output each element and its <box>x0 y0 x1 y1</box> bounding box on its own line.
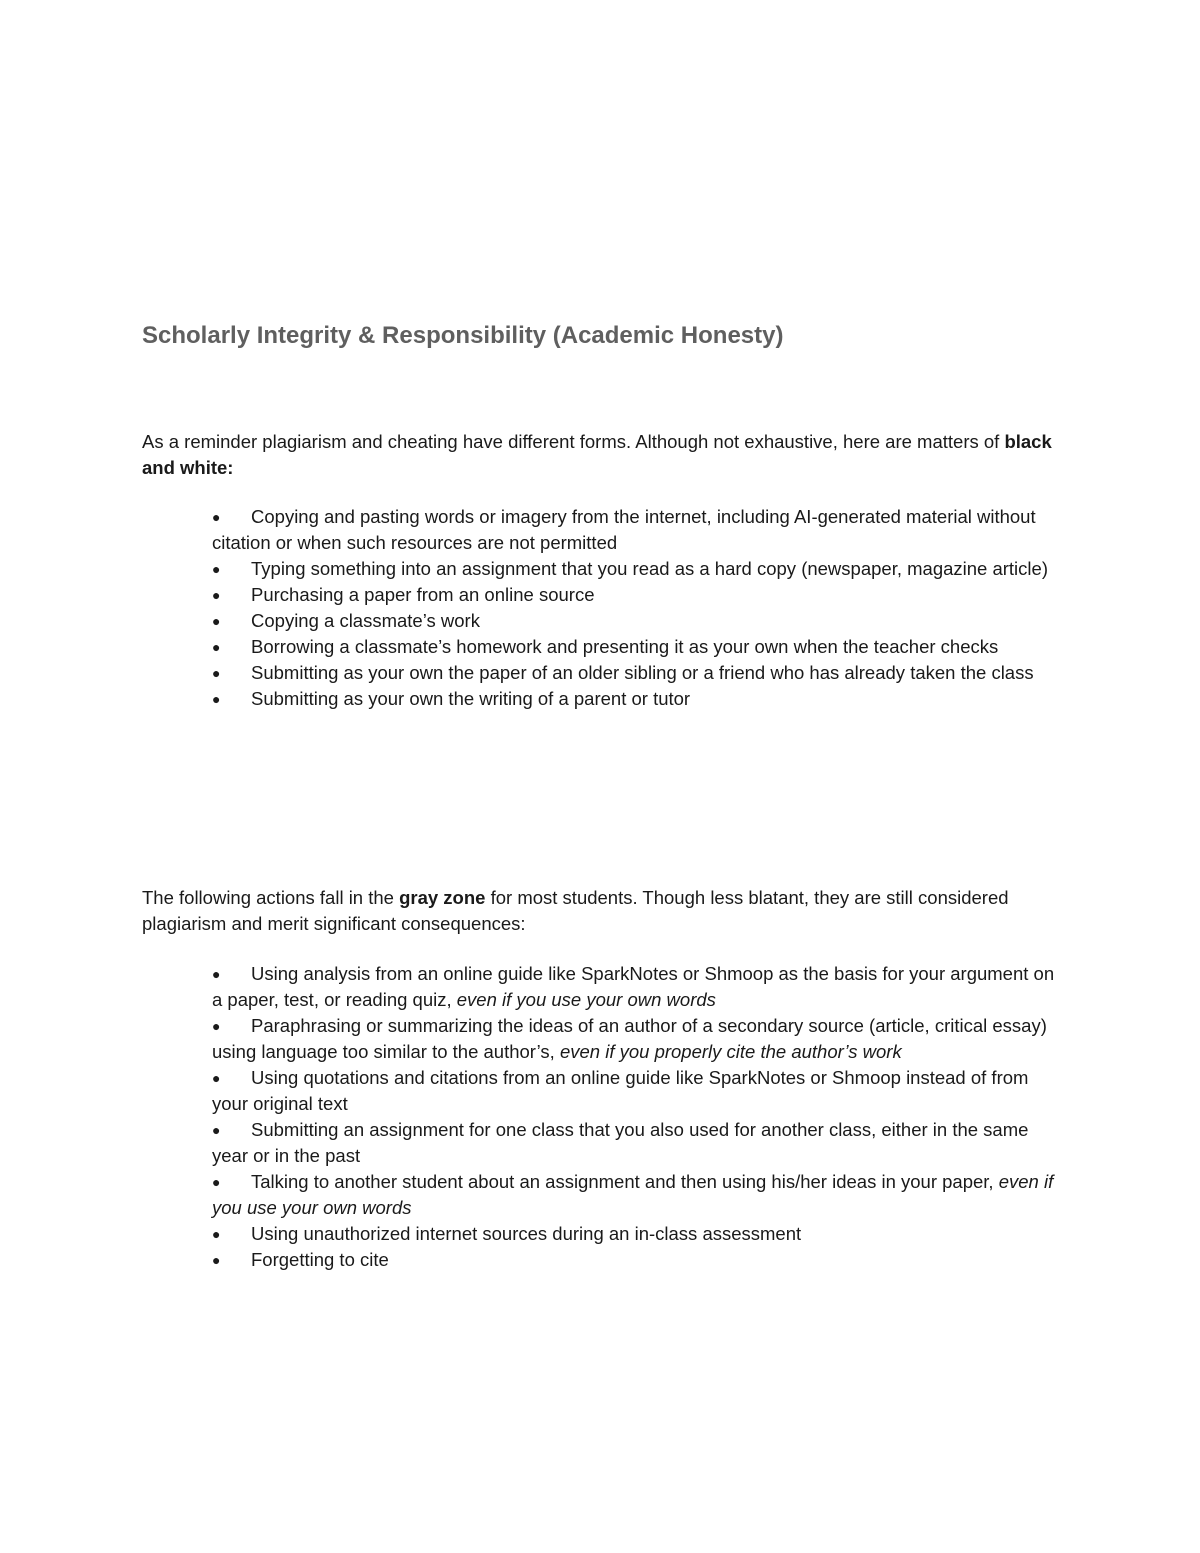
list-item <box>212 582 1062 608</box>
list-item <box>212 961 1062 1013</box>
bullet-icon: ● <box>212 1070 221 1086</box>
list-item-italic: even if you properly cite the author’s work <box>559 1041 902 1062</box>
bullet-icon: ● <box>212 1252 221 1268</box>
bullet-icon: ● <box>212 613 221 629</box>
list-item <box>212 556 1062 582</box>
list-item-text: Submitting as your own the writing of a parent or tutor <box>251 688 691 709</box>
document-title: Scholarly Integrity & Responsibility (Academic Honesty) <box>142 322 784 349</box>
list-item-text: Typing something into an assignment that you read as a hard copy (newspaper, magazine article) <box>251 558 1048 579</box>
section2-intro-before: The following actions fall in the <box>142 887 400 908</box>
list-item-text: Using unauthorized internet sources during an in-class assessment <box>251 1223 802 1244</box>
list-item-italic: even if you use your own words <box>456 989 716 1010</box>
list-item <box>212 608 1062 634</box>
list-item-text: Copying and pasting words or imagery from the internet, including AI-generated material without citation or when such resources are not permitted <box>212 506 1036 553</box>
list-item-text: Forgetting to cite <box>251 1249 389 1270</box>
list-item-italic: even if you use your own words <box>212 1171 1054 1218</box>
list-item <box>212 1221 1062 1247</box>
section2-intro-after: for most students. Though less blatant, they are still considered plagiarism and merit significant consequences: <box>142 887 1009 934</box>
bullet-icon: ● <box>212 1226 221 1242</box>
bullet-icon: ● <box>212 1122 221 1138</box>
list-item <box>212 1169 1062 1221</box>
bullet-icon: ● <box>212 561 221 577</box>
list-item <box>212 1065 1062 1117</box>
section2-intro-bold: gray zone <box>399 887 486 908</box>
bullet-icon: ● <box>212 665 221 681</box>
list-item-text: Copying a classmate’s work <box>251 610 480 631</box>
list-item <box>212 660 1062 686</box>
list-item-text: Talking to another student about an assignment and then using his/her ideas in your paper, <box>251 1171 999 1192</box>
list-item-text: Using analysis from an online guide like SparkNotes or Shmoop as the basis for your argument on a paper, test, or reading quiz, <box>212 963 1055 1010</box>
list-item <box>212 1247 1062 1273</box>
bullet-icon: ● <box>212 509 221 525</box>
section2-intro <box>142 885 1062 937</box>
list-item-text: Paraphrasing or summarizing the ideas of an author of a secondary source (article, critical essay) using language too similar to the author’s, <box>212 1015 1047 1062</box>
list-item-text: Borrowing a classmate’s homework and presenting it as your own when the teacher checks <box>251 636 999 657</box>
section1-bullet-list <box>212 504 1062 712</box>
list-item-text: Purchasing a paper from an online source <box>251 584 595 605</box>
section1-intro-text: As a reminder plagiarism and cheating have different forms. Although not exhaustive, here are matters of <box>142 431 1005 452</box>
section2-bullet-list <box>212 961 1062 1273</box>
section1-intro-bold: black and white: <box>142 431 1052 478</box>
list-item-text: Submitting an assignment for one class that you also used for another class, either in the same year or in the past <box>212 1119 1029 1166</box>
bullet-icon: ● <box>212 639 221 655</box>
bullet-icon: ● <box>212 966 221 982</box>
list-item <box>212 1117 1062 1169</box>
bullet-icon: ● <box>212 691 221 707</box>
list-item <box>212 1013 1062 1065</box>
bullet-icon: ● <box>212 1018 221 1034</box>
list-item-text: Submitting as your own the paper of an older sibling or a friend who has already taken the class <box>251 662 1034 683</box>
list-item-text: Using quotations and citations from an online guide like SparkNotes or Shmoop instead of from your original text <box>212 1067 1029 1114</box>
list-item <box>212 634 1062 660</box>
list-item <box>212 686 1062 712</box>
bullet-icon: ● <box>212 587 221 603</box>
bullet-icon: ● <box>212 1174 221 1190</box>
section1-intro <box>142 429 1062 481</box>
list-item <box>212 504 1062 556</box>
